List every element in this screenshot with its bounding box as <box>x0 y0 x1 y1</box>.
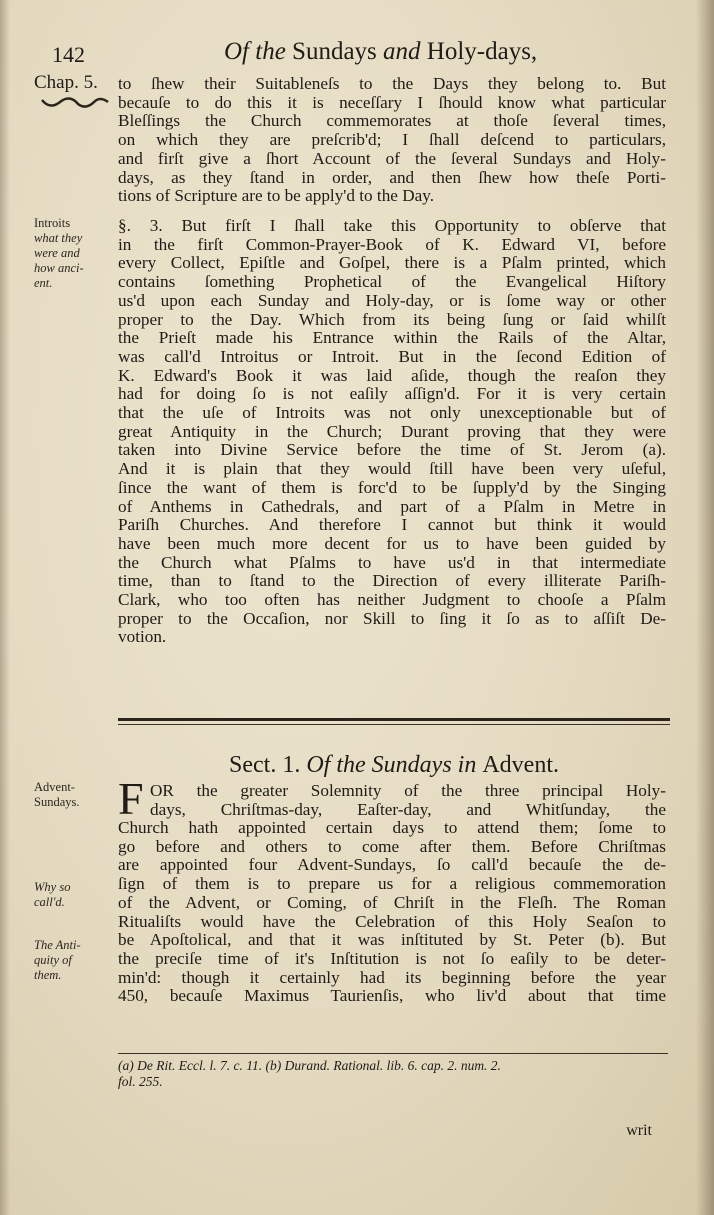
chapter-marker: Chap. 5. <box>34 72 98 93</box>
text-line: taken into Divine Service before the time of St. Jerom (a). <box>118 440 666 460</box>
footnotes <box>118 1058 670 1090</box>
paragraph-intro <box>118 75 666 206</box>
text-line: Church hath appointed certain days to attend them; ſome to <box>118 818 666 837</box>
catchword: writ <box>626 1122 652 1139</box>
text-line: that the uſe of Introits was not only unexceptionable but of <box>118 403 666 423</box>
text-line: the Prieſt made his Entrance within the Rails of the Altar, <box>118 328 666 348</box>
text-line: and firſt give a ſhort Account of the ſeveral Sundays and Holy- <box>118 148 666 168</box>
side-note-why-so-called: Why so call'd. <box>34 880 71 909</box>
paragraph-advent-a <box>150 782 666 819</box>
text-line: Clark, who too often has neither Judgment to chooſe a Pſalm <box>118 590 666 610</box>
side-note-advent-sundays: Advent- Sundays. <box>34 780 80 809</box>
text-line: ſign of them is to prepare us for a religious commemoration <box>118 874 666 894</box>
page-edge-shadow <box>696 0 714 1215</box>
text-line: of Anthems in Cathedrals, and part of a Pſalm in Metre in <box>118 496 666 516</box>
section-rule-thin <box>118 724 670 725</box>
text-line: have been much more decent for us to have been guided by <box>118 533 666 553</box>
text-line: had for doing ſo is not eaſily aſſign'd. For it is very certain <box>118 384 666 404</box>
text-line: K. Edward's Book it was laid aſide, though the reaſon they <box>118 365 666 385</box>
text-line: great Antiquity in the Church; Durant proving that they were <box>118 421 666 441</box>
text-line: proper to the Occaſion, nor Skill to ſing it ſo as to aſſiſt De- <box>118 608 666 628</box>
text-line: §. 3. But firſt I ſhall take this Opportunity to obſerve that <box>118 216 666 235</box>
ornament-flourish <box>40 96 110 110</box>
text-line: Ritualiſts would have the Celebration of this Holy Seaſon to <box>118 911 666 931</box>
text-line: ſince the want of them is forc'd to be ſupply'd by the Singing <box>118 477 666 497</box>
text-line: votion. <box>118 627 167 647</box>
section-rule <box>118 718 670 721</box>
text-line: 450, becauſe Maximus Taurienſis, who liv'd about that time <box>118 986 666 1006</box>
text-line: OR the greater Solemnity of the three principal Holy- <box>150 781 666 800</box>
text-line: Bleſſings the Church commemorates at thoſe ſeveral times, <box>118 111 666 131</box>
text-line: Pariſh Churches. And therefore I cannot but think it would <box>118 515 666 535</box>
running-title: Of the Sundays and Holy-days, <box>224 38 538 65</box>
text-line: tions of Scripture are to be apply'd to the Day. <box>118 186 435 206</box>
text-line: days, as they ſtand in order, and then ſhew how theſe Porti- <box>118 167 666 187</box>
text-line: days, Chriſtmas-day, Eaſter-day, and Whitſunday, the <box>150 799 666 819</box>
page-number: 142 <box>52 42 85 67</box>
section-heading: Sect. 1. Of the Sundays in Advent. <box>229 752 559 778</box>
text-line: to ſhew their Suitableneſs to the Days they belong to. But <box>118 74 666 93</box>
text-line: in the firſt Common-Prayer-Book of K. Edward VI, before <box>118 234 666 254</box>
text-line: contains ſomething Prophetical of the Evangelical Hiſtory <box>118 272 666 292</box>
text-line: us'd upon each Sunday and Holy-day, or is ſome way or other <box>118 290 666 310</box>
text-line: be Apoſtolical, and that it was inſtituted by St. Peter (b). But <box>118 930 666 950</box>
text-line: min'd: though it certainly had its beginning before the year <box>118 967 666 987</box>
text-line: go before and others to come after them. Before Chriſtmas <box>118 836 666 856</box>
text-line: was call'd Introitus or Introit. But in the ſecond Edition of <box>118 346 666 366</box>
text-line: are appointed four Advent-Sundays, ſo call'd becauſe the de- <box>118 855 666 875</box>
text-line: every Collect, Epiſtle and Goſpel, there is a Pſalm printed, which <box>118 253 666 273</box>
footnote-line: (a) De Rit. Eccl. l. 7. c. 11. (b) Durand. Rational. lib. 6. cap. 2. num. 2. <box>118 1058 501 1073</box>
side-note-introits: Introits what they were and how anci- ent. <box>34 216 84 290</box>
text-line: on which they are preſcrib'd; I ſhall deſcend to particulars, <box>118 130 666 150</box>
text-line: the Church what Pſalms to have us'd in that intermediate <box>118 552 666 572</box>
text-line: time, than to ſtand to the Direction of every illiterate Pariſh- <box>118 571 666 591</box>
paragraph-advent-b <box>118 819 666 1006</box>
footnote-rule <box>118 1053 668 1054</box>
text-line: the preciſe time of it's Inſtitution is not ſo eaſily to be deter- <box>118 948 666 968</box>
side-note-antiquity: The Anti- quity of them. <box>34 938 81 982</box>
footnote-line: fol. 255. <box>118 1074 163 1089</box>
text-line: And it is plain that they would ſtill have been very uſeful, <box>118 459 666 479</box>
text-line: proper to the Day. Which from its being ſung or ſaid whilſt <box>118 309 666 329</box>
text-line: becauſe to do this it is neceſſary I ſhould know what particular <box>118 92 666 112</box>
page-gutter-shadow <box>0 0 10 1215</box>
paragraph-section-3 <box>118 217 666 647</box>
text-line: of the Advent, or Coming, of Chriſt in the Fleſh. The Roman <box>118 892 666 912</box>
running-head <box>52 38 692 74</box>
drop-capital: F <box>118 773 144 824</box>
